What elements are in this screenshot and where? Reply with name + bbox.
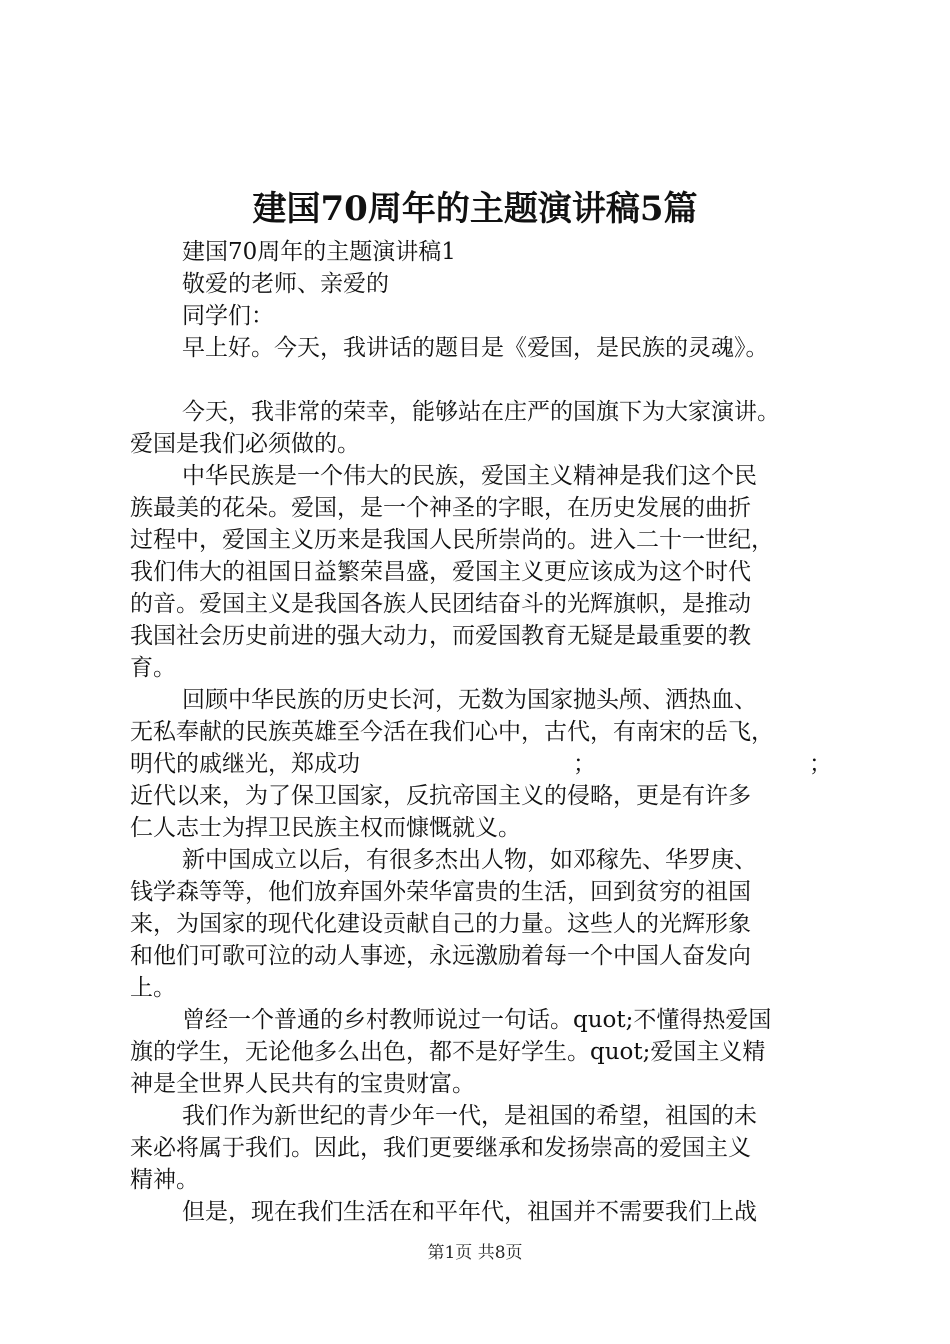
paragraph-line: 新中国成立以后，有很多杰出人物，如邓稼先、华罗庚、 [182, 847, 757, 873]
paragraph-line: 中华民族是一个伟大的民族，爱国主义精神是我们这个民 [182, 463, 757, 489]
paragraph-line: 今天，我非常的荣幸，能够站在庄严的国旗下为大家演讲。 [182, 399, 780, 425]
document-title: 建国70周年的主题演讲稿5篇 [252, 189, 698, 229]
greeting-line: 同学们： [182, 303, 274, 329]
paragraph-line: 过程中，爱国主义历来是我国人民所崇尚的。进入二十一世纪， [130, 527, 774, 553]
paragraph-line: 曾经一个普通的乡村教师说过一句话。quot;不懂得热爱国 [182, 1007, 772, 1033]
paragraph-line: 无私奉献的民族英雄至今活在我们心中，古代，有南宋的岳飞， [130, 719, 774, 745]
paragraph-line: 旗的学生，无论他多么出色，都不是好学生。quot;爱国主义精 [130, 1039, 766, 1065]
paragraph-line: 育。 [130, 655, 176, 681]
paragraph-line: 来必将属于我们。因此，我们更要继承和发扬崇高的爱国主义 [130, 1135, 751, 1161]
greeting-line: 敬爱的老师、亲爱的 [182, 271, 389, 297]
paragraph-line: 早上好。今天，我讲话的题目是《爱国，是民族的灵魂》。 [182, 335, 769, 361]
page-number: 第1页 共8页 [427, 1243, 523, 1263]
paragraph-line: 我们伟大的祖国日益繁荣昌盛，爱国主义更应该成为这个时代 [130, 559, 751, 585]
paragraph-line: 仁人志士为捍卫民族主权而慷慨就义。 [130, 815, 521, 841]
paragraph-line: 族最美的花朵。爱国，是一个神圣的字眼，在历史发展的曲折 [130, 495, 751, 521]
paragraph-line: 爱国是我们必须做的。 [130, 431, 360, 457]
document-body [130, 236, 832, 1228]
paragraph-line: 我国社会历史前进的强大动力，而爱国教育无疑是最重要的教 [130, 623, 751, 649]
paragraph-line: 钱学森等等，他们放弃国外荣华富贵的生活，回到贫穷的祖国 [130, 879, 751, 905]
paragraph-line: 的音。爱国主义是我国各族人民团结奋斗的光辉旗帜，是推动 [130, 591, 751, 617]
subtitle-line: 建国70周年的主题演讲稿1 [182, 239, 456, 265]
paragraph-line: 回顾中华民族的历史长河，无数为国家抛头颅、洒热血、 [182, 687, 757, 713]
paragraph-line: 近代以来，为了保卫国家，反抗帝国主义的侵略，更是有许多 [130, 783, 751, 809]
line-segment: ； [809, 751, 832, 777]
paragraph-line: 我们作为新世纪的青少年一代，是祖国的希望，祖国的未 [182, 1103, 757, 1129]
paragraph-line: 但是，现在我们生活在和平年代，祖国并不需要我们上战 [182, 1199, 757, 1225]
paragraph-line-justified [130, 748, 832, 780]
paragraph-line: 上。 [130, 975, 176, 1001]
paragraph-line: 精神。 [130, 1167, 199, 1193]
paragraph-line: 来，为国家的现代化建设贡献自己的力量。这些人的光辉形象 [130, 911, 751, 937]
line-segment: ； [573, 751, 596, 777]
paragraph-line: 和他们可歌可泣的动人事迹，永远激励着每一个中国人奋发向 [130, 943, 751, 969]
paragraph-line: 神是全世界人民共有的宝贵财富。 [130, 1071, 475, 1097]
line-segment: 明代的戚继光，郑成功 [130, 751, 360, 777]
blank-line [130, 364, 832, 396]
